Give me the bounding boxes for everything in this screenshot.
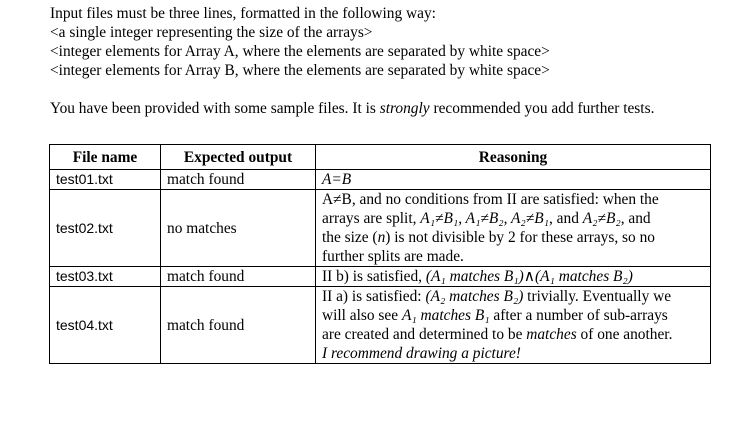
reasoning-line (322, 325, 704, 344)
reasoning-line: A≠B, and no conditions from II are satisfied: when the (322, 191, 659, 208)
reasoning-emphasis: matches (526, 326, 577, 343)
header-reasoning: Reasoning (316, 145, 711, 170)
reasoning-emphasis: I recommend drawing a picture! (322, 345, 521, 362)
reasoning-text: , and (620, 210, 651, 227)
reasoning-text: the size ( (322, 229, 378, 246)
reasoning-text: after a number of sub-arrays (489, 307, 668, 324)
table-row (50, 190, 711, 267)
reasoning-line (322, 287, 704, 306)
reasoning-line (322, 306, 704, 325)
table-row (50, 267, 711, 287)
reasoning-math: A₁ matches B₁ (401, 307, 490, 324)
reasoning-line (322, 209, 704, 228)
note-text: You have been provided with some sample files. It is (50, 100, 380, 117)
table-row (50, 170, 711, 190)
expected-output-cell: match found (161, 287, 316, 364)
reasoning-math: (A₂ matches B₂) (425, 288, 524, 305)
reasoning-text: of one another. (576, 326, 673, 343)
reasoning-text: , and (548, 210, 583, 227)
file-name-cell: test02.txt (50, 190, 161, 267)
reasoning-math: A₁≠B₁, A₁≠B₂, A₂≠B₁ (420, 210, 549, 227)
reasoning-math: A₂≠B₂ (582, 210, 621, 227)
intro-line-2: <a single integer representing the size of the arrays> (50, 24, 373, 41)
header-file-name: File name (50, 145, 161, 170)
reasoning-text: ) is not divisible by 2 for these arrays, so no (385, 229, 655, 246)
reasoning-text: will also see (322, 307, 402, 324)
reasoning-cell (316, 190, 711, 267)
reasoning-math: (A₁ matches B₁)∧(A₁ matches B₂) (425, 268, 633, 285)
expected-output-cell: match found (161, 267, 316, 287)
reasoning-line (322, 228, 704, 247)
intro-line-3: <integer elements for Array A, where the elements are separated by white space> (50, 43, 550, 60)
reasoning-cell (316, 287, 711, 364)
note-emphasis: strongly (379, 100, 430, 117)
file-name-cell: test01.txt (50, 170, 161, 190)
reasoning-text: arrays are split, (322, 210, 421, 227)
note-text-end: recommended you add further tests. (429, 100, 655, 117)
reasoning-equation: A=B (322, 171, 352, 188)
reasoning-cell (316, 267, 711, 287)
reasoning-text: trivially. Eventually we (523, 288, 672, 305)
expected-output-cell: no matches (161, 190, 316, 267)
reasoning-variable: n (377, 229, 386, 246)
test-table (49, 144, 711, 364)
reasoning-text: are created and determined to be (322, 326, 527, 343)
intro-line-1: Input files must be three lines, formatted in the following way: (50, 5, 436, 22)
reasoning-text: II b) is satisfied, (322, 268, 426, 285)
table-row (50, 287, 711, 364)
sample-files-note (50, 100, 654, 118)
file-name-cell: test04.txt (50, 287, 161, 364)
file-name-cell: test03.txt (50, 267, 161, 287)
reasoning-line: further splits are made. (322, 248, 464, 265)
header-expected-output: Expected output (161, 145, 316, 170)
table-header-row (50, 145, 711, 170)
intro-line-4: <integer elements for Array B, where the elements are separated by white space> (50, 62, 550, 79)
expected-output-cell: match found (161, 170, 316, 190)
reasoning-text: II a) is satisfied: (322, 288, 426, 305)
reasoning-line (322, 344, 704, 363)
reasoning-cell (316, 170, 711, 190)
